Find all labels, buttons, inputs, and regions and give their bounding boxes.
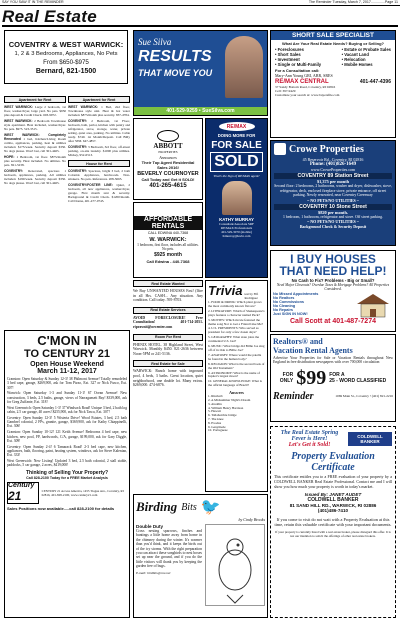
listing-item — [68, 169, 130, 181]
listing-title: WEST WARWICK: — [4, 105, 33, 109]
listing-text: Spacious, bright 3 bed, 2 bath Colonial. Appliances, hardwoods. Non-smokers. No pets. References. 208-3665. — [68, 169, 130, 181]
listing-list — [68, 169, 130, 203]
eval-addr: 81 SAND HILL RD., WARWICK, RI 02886 — [289, 503, 377, 509]
wanted-text: We Buy UNWANTED HOUSES Fast! (Ifire in all Hrs. CASH... Any situation. Any condition. Call today. 595-8703. — [133, 289, 203, 303]
trivia-question: 7. ANATOMY: Where would the patella be found in the human body? — [208, 352, 262, 361]
buy-houses-bullet: Just SIGN IN NOW! — [273, 312, 308, 316]
abbott-call: Call Today and Get it SOLD! — [141, 176, 195, 182]
apartment-column-1 — [4, 96, 66, 187]
listing-text: 1 Bed, 2nd floor, Townhouse style unit. Heat & hot water included. $875/month plus security. 837-4784. — [68, 105, 130, 117]
section-head: Real Estate Services — [133, 307, 203, 314]
listing-title: COVENTRY: — [68, 145, 88, 149]
realtors-for: FOR — [282, 372, 294, 379]
realtors-only: ONLY — [279, 378, 294, 385]
page-title: Real Estate — [2, 7, 97, 26]
birding-sub: Bits — [181, 501, 197, 513]
listing-item — [4, 133, 66, 153]
header-right: The Reminder Tuesday, March 7, 2017..............Page 11 — [308, 0, 398, 4]
trivia-answer: 4. William Henry Harrison — [208, 405, 244, 410]
trivia-answers — [208, 395, 265, 433]
affordable-title: AFFORDABLE — [134, 216, 202, 223]
affordable-rentals-ad — [133, 202, 203, 278]
remax-doing: DOING MORE FOR — [217, 133, 256, 138]
suesilva-move: THAT MOVE YOU — [138, 68, 213, 78]
short-sale-tel: 401-447-4396 — [359, 79, 391, 85]
c21-title: C'MON IN — [37, 333, 97, 348]
listing-title: COVENTRY/FOSTER LINE: — [68, 183, 113, 187]
trivia-sub: test by Fifi Rodriguez — [244, 292, 259, 300]
listing-text: Large 2 bedroom, 1st floor, washer/dryer, large yard. No pets. $950 plus deposit & Credit Check. 603-9972. — [4, 105, 67, 117]
trivia-answers-head: Answers — [229, 390, 244, 396]
header-left: SAY YOU SAW IT IN THE REMINDER — [2, 0, 64, 4]
crowe-l2-head: COVENTRY 10 Stone Street — [274, 204, 392, 210]
birding-email: E-mail: birdbits@cox.net — [136, 570, 171, 575]
listing-item — [68, 119, 130, 143]
century21-logo: Century 21 — [7, 482, 39, 504]
c21-subtitle: Open House Weekend — [30, 361, 104, 368]
buy-houses-call: Call Scott at 401-487-7274 — [290, 318, 376, 325]
affordable-sub: CALL EDWINA 440-7368 — [147, 231, 189, 235]
c21-entry: Warwick: Open Saturday 1-3 and Sunday 11-1! 67 Ocean Avenue! New construction, 3 beds, 2.5 baths, garage, views of Narragansett Bay! $339,000, ask for Greg Zuffante, Ext. 318! — [7, 391, 127, 404]
listing-title: COVENTRY: — [68, 119, 88, 123]
realtors-per: FOR A — [329, 372, 345, 379]
section-head: Apartment for Rent — [4, 96, 66, 103]
abbott-claim: Their Top Agent Residential Sales 2016! — [141, 159, 195, 170]
realtors-word: 25 - WORD CLASSIFIED — [329, 378, 387, 385]
bird-icon: 🐦 — [200, 499, 221, 516]
listing-text: 1 bed, Kitchen/Living Room combo, appliances, parking, heat & utilities included. $175/week. Security deposit $350. No dogs please. Won't last, call 301-4465. — [4, 137, 66, 153]
birding-by: by Cindy Brooks — [238, 517, 265, 522]
trivia-question: 9. ASTRONOMY: What is the name of Jupiter's largest moon? — [208, 370, 260, 379]
coventry-title: COVENTRY & WEST WARWICK: — [8, 39, 124, 49]
reminder-logo: Reminder — [273, 390, 314, 402]
eval-phone: (401)486-7410 — [317, 508, 349, 514]
short-sale-cell: Cell: 397-9429 — [275, 89, 296, 93]
trivia-question: 4. U.S. PRESIDENTS: Who served as president for only a few dozen days? — [208, 326, 259, 335]
short-sale-addr: 37 Sandy Bottom Road, Coventry, RI 02816 — [275, 85, 336, 89]
trivia-answer: 8. Exodus — [208, 420, 222, 425]
listing-title: WEST WARWICK: — [4, 119, 33, 123]
affordable-price: $925 month — [154, 252, 182, 258]
section-head: House for Rent — [68, 160, 130, 167]
remax-badge: RE/MAX — [219, 122, 255, 131]
listing-list — [4, 105, 66, 185]
crowe-l1-price: $1,375 per month — [316, 179, 350, 184]
buy-houses-ad — [270, 250, 396, 332]
eval-top: The Real Estate Spring Fever is Here! — [280, 430, 339, 442]
affordable-desc: 1 bedroom, first floor, includes all utilities. No pets. — [137, 243, 199, 251]
buy-houses-bullet: No Realtors — [273, 296, 295, 300]
abbott-name: ABBOTT — [153, 141, 183, 150]
short-sale-item: • Relocation — [341, 57, 366, 62]
crowe-web: www.CroweProperties.com — [310, 167, 356, 172]
listing-item — [68, 145, 130, 157]
remax-kathy-ad — [205, 118, 268, 278]
remax-phone: 401-529-3070 (mobile) — [221, 230, 252, 234]
suesilva-phone: 401-529-9259 • SueSilva.com — [134, 107, 267, 115]
trivia-answer: 3. Aladdin — [208, 401, 222, 406]
c21-selling: Thinking of Selling Your Property? — [25, 469, 109, 476]
short-sale-site: Customize your search at: www.buyersfile.com — [275, 93, 340, 97]
trivia-title: Trivia — [208, 283, 243, 298]
buy-houses-bullet: No Missed Appointments — [273, 292, 319, 296]
c21-entry: Cranston: Open Saturday & Sunday 12-3! 38 Philmont Avenue! Totally remodeled 3 bed cape, garage, $269,900, ask for Tom Pizzo, Ext. 327 or Nick Fusco, Ext. 307! — [7, 377, 127, 390]
affordable-name: W. WARWICK: — [149, 237, 187, 243]
listing-title: COVENTRY: — [68, 169, 88, 173]
buy-houses-list — [273, 292, 353, 318]
bird-illustration — [205, 524, 265, 606]
middle-classifieds — [133, 280, 203, 390]
eval-issued: Issued By: JANET AUDET — [304, 492, 362, 498]
crowe-check: Background Check & Security Deposit — [299, 224, 367, 229]
house-illustration — [353, 292, 393, 318]
trivia-box — [205, 280, 268, 492]
c21-dates: March 11-12, 2017 — [37, 368, 97, 375]
suesilva-results: RESULTS — [138, 48, 212, 65]
buy-houses-bullet: No Commissions — [273, 300, 305, 304]
birding-head: Double Duty — [136, 524, 164, 529]
page-header — [0, 0, 400, 6]
short-sale-head: SHORT SALE SPECIALIST — [271, 31, 395, 40]
affordable-call: Call Edwina - 440-7368 — [146, 259, 190, 264]
trivia-question: 2. LITERATURE: Which of Shakespeare's plays features a character named Puck? — [208, 308, 265, 317]
trivia-answer: 9. Ganymede — [208, 424, 226, 429]
forsale-text: WARWICK: Ranch home with inground pool, 4 beds, 3 baths. Great location, quiet neighborhood, one double lot. Many extras. $269,000. 474-6876. — [133, 369, 203, 388]
abbott-ann: Announces — [159, 154, 177, 160]
kathy-photo — [222, 181, 252, 215]
services-text: AVOID FORECLOSURE! Free Consultation! 401-714-2051. ripravnit@oecenter.com — [133, 315, 203, 329]
crowe-name: Crowe Properties — [289, 143, 364, 155]
listing-title: WEST WARWICK: Completely Renovated — [4, 133, 66, 141]
trivia-answer: 1. Rhubarb — [208, 394, 223, 399]
listing-item — [4, 105, 66, 117]
c21-call: Call 828-2100 Today for a FREE Market Analysis — [26, 475, 108, 480]
listing-text: 2 Bedroom Townhouse style apartment. Heat included, washer/dryer. No pets. $975. 523-3515. — [4, 119, 66, 131]
birding-text: Cross nesting sparrows, finches and buntings a little home away from home in the chimney during the winter. It's warmer than you'd think, and it keeps the birds out of the icy storms. With the right preparation you can attract these songbirds to nest boxes set up near the ground, and if you do the little visitors will thank you by keeping the garden free of bugs. — [136, 529, 202, 569]
crowe-l1-text: Second floor: 2 bedrooms, 2 bathrooms, washer and dryer, dishwasher, stove, refrigerator, deck, enclosed fireplace stove, private entrance, off street parking. Newly renovated, near Coventry Greenway — [274, 184, 392, 197]
remax-office: RE/MAX Professionals — [220, 226, 253, 230]
trivia-question: 5. GEOGRAPHY: What state joins the continental U.S. last? — [208, 335, 260, 344]
listing-text: Renovated, spacious 1 bedroom, appliances, parking. All utilities included. $190/week. Security deposit $350. No dogs please. Won't last, call 301-4465. — [4, 169, 67, 185]
short-sale-consult: For a Consultation call: — [275, 68, 320, 73]
trivia-question: 1. FOOD & DRINK: Which plant grows the most commonly known flavors? — [208, 300, 262, 308]
realtors-title2: Vacation Rental Agents — [273, 346, 353, 355]
abbott-logo — [157, 130, 179, 142]
eval-title: Property Evaluation Certificate — [291, 451, 375, 473]
trivia-answer: 2. A Midsummer Night's Dream — [208, 397, 251, 402]
crowe-l1-policy: ~ NO PETS/NO UTILITIES ~ — [307, 197, 359, 203]
c21-sales: Sales Positions now available.....call 828-2100 for details — [7, 505, 115, 511]
crowe-l1-head: COVENTRY 89 Station Street — [274, 173, 392, 179]
crowe-l2-policy: ~ NO PETS/NO UTILITIES ~ — [307, 219, 359, 224]
buy-houses-l1: I BUY HOUSES — [290, 252, 376, 266]
short-sale-item: • Foreclosures — [275, 47, 304, 52]
remax-role: Consultant/Associate SRF — [219, 222, 254, 226]
crowe-logo — [274, 143, 286, 155]
short-sale-right — [342, 47, 391, 67]
short-sale-item: • Estate or Probate Sales — [341, 47, 391, 52]
short-sale-item: • Vacant Land — [341, 52, 369, 57]
masthead — [2, 7, 398, 27]
listing-item — [4, 169, 66, 185]
section-head: Apartment for Rent — [68, 96, 130, 103]
eval-body: This certificate entitles you to a FREE evaluation of your property by a COLDWELL BANKER Real Estate Professional. Contact me and I will show you how much your property is worth in today's market. — [274, 474, 392, 489]
listing-item — [68, 183, 130, 203]
short-sale-item: • Short Sales — [275, 52, 301, 57]
short-sale-ad — [270, 30, 396, 138]
crowe-addr: 45 Reservoir Rd., Coventry, RI 02816 — [302, 157, 364, 162]
trivia-question: 10. GENERAL KNOWLEDGE: What is the official language of Brazil? — [208, 379, 262, 388]
listing-text: 2 Bedroom, 1st Floor, bedroom, bath, parlor, kitchen with pantry and refrigerator, stove, storage, water, private setting, quiet area, parking. No utilities. Cable ready. $740. 1st Month/Deposit. Call Billy after 5PM. 647-4857. — [68, 119, 130, 143]
listing-item — [4, 119, 66, 131]
century21-open-house — [4, 330, 130, 618]
c21-entry: Coventry: Open Sunday 2-4! 6 Tamarack Road! 2-3 bed cape, new kitchen, appliances, bath, flooring, paint, heating system, windows, ask for Steve Kalenian, Ext. 333! — [7, 444, 127, 458]
trivia-question: 6. MUSIC: What bridge did Billie Joe sing off of in Ode to Billie Joe? — [208, 344, 265, 352]
eval-fine: If your property is currently listed with a real estate broker, please disregard this offer. It is not our intention to solicit the offerings of other real estate brokers. — [275, 530, 391, 539]
trivia-questions — [208, 301, 265, 388]
c21-office: CENTURY 21 Access America, 1455 Tiogue Ave., Coventry, RI 02816, 401-828-2100, www.century21.com — [41, 488, 124, 497]
eval-top2: Let's Get it Sold! — [288, 442, 331, 448]
coldwell-logo: COLDWELL BANKER — [348, 432, 392, 446]
abbott-ad — [133, 118, 203, 200]
short-sale-left — [275, 47, 321, 67]
short-sale-question: What Are Your Real Estate Needs? Buying or Selling? — [282, 41, 384, 46]
property-evaluation-ad — [270, 426, 396, 618]
listing-title: WEST WARWICK: — [68, 105, 99, 109]
suesilva-ad — [133, 30, 268, 116]
c21-title2: TO CENTURY 21 — [24, 348, 110, 360]
trivia-answer: 6. Tallahatchie bridge — [208, 413, 237, 418]
buy-houses-bullet: No Cleaning — [273, 304, 296, 308]
listing-item — [4, 155, 66, 167]
listing-title: COVENTRY: — [4, 169, 24, 173]
buy-houses-l2: THAT NEED HELP! — [279, 264, 387, 278]
c21-entry: West Greenwich: Open Saturday 1-3! 37 Windsock Road! Unique 3 bed, 2 bath log cabin, 2.5 car garage, 40 acres! $255,900, ask for Nick Tasca, Ext. 307! — [7, 405, 127, 415]
buy-houses-bullet: No Repairs — [273, 308, 294, 312]
realtors-ad — [270, 334, 396, 422]
section-head: Room For Rent — [133, 334, 203, 341]
realtors-text: Advertise Your Properties for Sale or Vacation Rentals throughout New England in free distribution newspapers with over 700,000 circulation — [273, 356, 393, 365]
buy-houses-q: No Cash to Fix? Problems - Big or Small? — [291, 278, 375, 283]
coventry-phone: Bernard, 821-1500 — [35, 67, 97, 75]
realtors-contact: 1069 Main St., Coventry • (401) 821-2216 — [335, 394, 393, 399]
listing-text: 3 Bedroom, 3rd floor, off-street parking, on-site laundry. $1000 plus utilities. Mickey, 952-6513. — [68, 145, 130, 157]
c21-list — [7, 377, 127, 468]
affordable-title2: RENTALS — [134, 223, 202, 230]
remax-forsale: FOR SALE — [211, 140, 262, 151]
abbott-agent: BEVERLY COURNOYER — [137, 170, 199, 177]
suesilva-photo — [225, 36, 263, 98]
room-text: PHENIX HOTEL. 38 Highland Street, West Warwick. Monthly $450. 821-2636 between Noon-5PM or 241-5136. — [133, 342, 203, 356]
short-sale-agent: Mary-Ann Young GRI, ABR, SRES — [275, 73, 333, 78]
trivia-question: 8. RELIGION: What is the second book of the Old Testament? — [208, 361, 265, 370]
listing-text: 1 Bedroom, 1st floor. $875/month plus security. Heat included. No utilities. No pets. 821-5238. — [4, 155, 67, 167]
c21-entry: Coventry: Open Sunday 12-3! 5 Wisteria Drive! Wood Estates, 3 bed, 2.5 bath Gambrel colonial, 2 FPs, granite, garage, $369,900, ask for Kathy Chiappinelli, Ext. 306! — [7, 415, 127, 429]
crowe-phone: Phone: (401)826-1649 — [309, 162, 357, 167]
trivia-answer: 7. The knee — [208, 416, 224, 421]
section-head: Real Estate Wanted — [133, 280, 203, 287]
listing-title: HOPE: — [4, 155, 15, 159]
remax-agent: KATHY MURRAY — [219, 217, 254, 222]
trivia-question: 3. MOVIES: Which movie featured the theme song Not to Get a Friend Like Me? — [208, 317, 264, 326]
crowe-l2-price: $820 per month. — [318, 209, 348, 215]
trivia-answer: 5. Hawaii — [208, 409, 221, 414]
short-sale-item: • Single or Multi-Family — [275, 62, 322, 67]
listing-list — [68, 105, 130, 157]
remax-sold: SOLD — [210, 152, 262, 172]
remax-central-logo: RE/MAX CENTRAL — [275, 79, 329, 85]
eval-bottom: If you come to visit do not wait with a Property Evaluation at this time, retain this valuable certificate with your important documents. — [274, 517, 392, 528]
buy-houses-q2: Need Major Closeouts? Overdue Taxes & Mortgage Problems? All Properties Considered. — [276, 283, 390, 291]
birding-title: Birding — [136, 499, 178, 514]
crowe-l2-text: 1 bedroom, 1 bathroom, refrigerator and stove. Off street parking. — [283, 214, 383, 219]
c21-entry: Cranston: Open Sunday 10-12! 121 Keith Avenue! Bedrooms 4 bed cape, new kitchen, new pool, FP, hardwoods, C/A, garage, $199,000, ask for Gary Diggle, Ext. 309! — [7, 430, 127, 443]
remax-email: Kmurray@kwin.com — [222, 234, 251, 238]
abbott-sub: PROPERTIES — [158, 149, 178, 154]
section-head: Real Estate for Sale — [133, 360, 203, 367]
short-sale-item: • Mobile Homes — [341, 62, 373, 67]
coventry-line: 1, 2 & 3 Bedrooms, Appliances, No Pets — [14, 50, 118, 57]
remax-bottom: That's the Sign of RE/MAX agent! — [213, 174, 260, 178]
suesilva-name: Sue Silva — [138, 37, 172, 47]
listing-item — [68, 105, 130, 117]
realtors-title: Realtors® and — [273, 337, 323, 346]
coventry-price: From $650-$975 — [43, 58, 89, 66]
realtors-price: $99 — [296, 366, 327, 389]
trivia-answer: 10. Portuguese — [208, 428, 228, 433]
eval-company: COLDWELL BANKER — [307, 497, 359, 504]
crowe-properties-ad — [270, 140, 396, 246]
birding-box — [133, 494, 268, 618]
c21-entry: West Greenwich: New Listing! Updated 3 bed, 2.5 bath colonial, 2 stall stable, paddocks, 5 car garage, 2 acres, $419,000! — [7, 459, 127, 468]
coventry-ad — [4, 30, 128, 84]
abbott-phone: 401-265-4615 — [149, 182, 187, 189]
listing-text: Quiet, 2 bedroom, all new appliances, washer/dryer, garage. First month rent & security. Background & Credit Check. $1200/month. Call Donna, 401-477-0745. — [68, 183, 130, 203]
short-sale-item: • Investment — [275, 57, 300, 62]
apartment-column-2 — [68, 96, 130, 205]
